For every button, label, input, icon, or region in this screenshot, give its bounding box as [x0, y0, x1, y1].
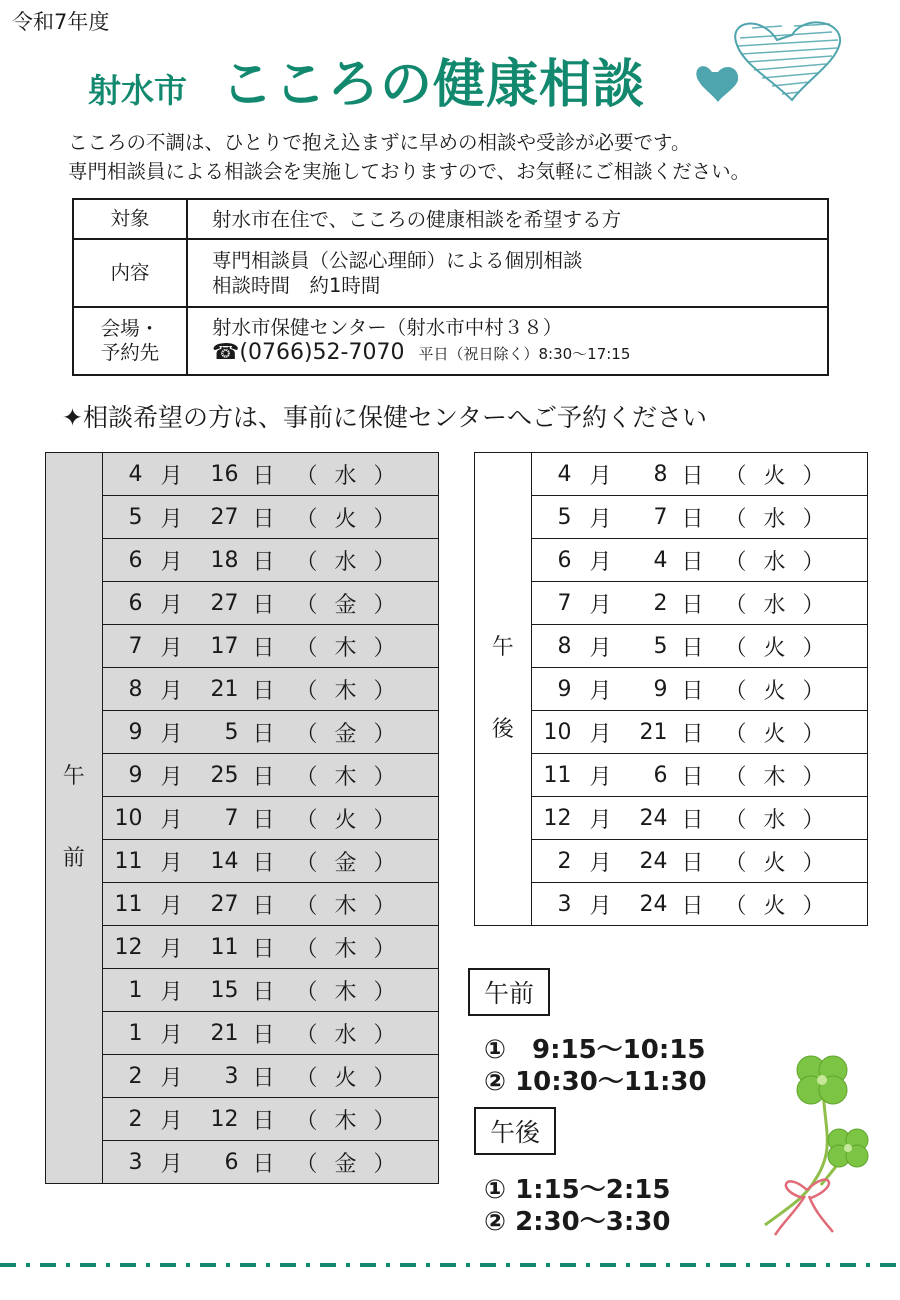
- pm-date-row: [475, 539, 868, 582]
- day: 7: [653, 504, 668, 530]
- month: 8: [557, 633, 572, 659]
- venue-address: 射水市保健センター（射水市中村３８）: [212, 316, 563, 339]
- am-date-cell: [102, 582, 439, 625]
- am-date-row: [46, 711, 439, 754]
- paren-open: （: [295, 893, 318, 919]
- day: 24: [639, 848, 668, 874]
- paren-close: ）: [373, 1151, 396, 1177]
- day: 24: [639, 805, 668, 831]
- paren-open: （: [724, 592, 747, 618]
- paren-open: （: [724, 721, 747, 747]
- weekday: 木: [334, 893, 357, 919]
- month-unit: 月: [160, 1022, 183, 1048]
- weekday: 水: [763, 807, 786, 833]
- month: 11: [114, 848, 143, 874]
- am-date-row: [46, 797, 439, 840]
- paren-open: （: [295, 506, 318, 532]
- pm-date-cell: [531, 754, 868, 797]
- month-unit: 月: [589, 463, 612, 489]
- day-unit: 日: [681, 549, 704, 575]
- month-unit: 月: [160, 850, 183, 876]
- morning-slot-1: ① 9:15～10:15: [484, 1035, 706, 1065]
- day-unit: 日: [252, 1065, 275, 1091]
- paren-close: ）: [373, 678, 396, 704]
- paren-close: ）: [373, 1108, 396, 1134]
- am-date-row: [46, 1012, 439, 1055]
- paren-close: ）: [373, 764, 396, 790]
- weekday: 火: [334, 506, 357, 532]
- month: 11: [114, 891, 143, 917]
- pm-date-cell: [531, 797, 868, 840]
- am-date-row: [46, 840, 439, 883]
- am-date-cell: [102, 926, 439, 969]
- day: 8: [653, 461, 668, 487]
- day-unit: 日: [252, 1108, 275, 1134]
- month-unit: 月: [160, 979, 183, 1005]
- month: 5: [557, 504, 572, 530]
- intro-line-1: こころの不調は、ひとりで抱え込まずに早めの相談や受診が必要です。: [68, 131, 691, 154]
- month: 3: [557, 891, 572, 917]
- venue-label-line-1: 会場・: [100, 317, 160, 340]
- day: 16: [210, 461, 239, 487]
- target-label: 対象: [73, 199, 187, 239]
- am-date-cell: [102, 797, 439, 840]
- weekday: 水: [334, 1022, 357, 1048]
- paren-close: ）: [373, 807, 396, 833]
- month: 8: [128, 676, 143, 702]
- month-unit: 月: [160, 807, 183, 833]
- pm-date-row: [475, 711, 868, 754]
- paren-open: （: [295, 1065, 318, 1091]
- day: 21: [210, 676, 239, 702]
- month-unit: 月: [589, 592, 612, 618]
- month: 9: [557, 676, 572, 702]
- month-unit: 月: [589, 549, 612, 575]
- day: 18: [210, 547, 239, 573]
- pm-date-cell: [531, 668, 868, 711]
- day: 24: [639, 891, 668, 917]
- day-unit: 日: [252, 979, 275, 1005]
- weekday: 木: [334, 1108, 357, 1134]
- am-date-cell: [102, 1055, 439, 1098]
- month: 3: [128, 1149, 143, 1175]
- weekday: 木: [334, 979, 357, 1005]
- month: 4: [128, 461, 143, 487]
- month-unit: 月: [160, 936, 183, 962]
- am-date-row: [46, 582, 439, 625]
- pm-date-cell: [531, 840, 868, 883]
- am-date-row: [46, 453, 439, 496]
- afternoon-schedule-table: [474, 452, 868, 926]
- day: 2: [653, 590, 668, 616]
- clover-icon: [745, 1040, 885, 1240]
- month-unit: 月: [589, 721, 612, 747]
- month: 2: [128, 1106, 143, 1132]
- day-unit: 日: [681, 506, 704, 532]
- day: 11: [210, 934, 239, 960]
- paren-open: （: [295, 1108, 318, 1134]
- am-date-cell: [102, 668, 439, 711]
- day: 5: [224, 719, 239, 745]
- day-unit: 日: [252, 1151, 275, 1177]
- am-date-row: [46, 926, 439, 969]
- month-unit: 月: [589, 678, 612, 704]
- weekday: 水: [334, 549, 357, 575]
- paren-open: （: [295, 850, 318, 876]
- weekday: 木: [334, 764, 357, 790]
- info-table: [72, 198, 829, 376]
- fiscal-year: 令和7年度: [12, 10, 110, 34]
- paren-open: （: [295, 592, 318, 618]
- pm-period-label-char-2: 後: [491, 717, 514, 742]
- title-row: [88, 42, 646, 115]
- day-unit: 日: [252, 764, 275, 790]
- paren-close: ）: [802, 506, 825, 532]
- dash-dot-divider: [0, 1262, 900, 1268]
- month-unit: 月: [160, 1151, 183, 1177]
- paren-open: （: [295, 549, 318, 575]
- pm-date-cell: [531, 625, 868, 668]
- paren-close: ）: [802, 592, 825, 618]
- month-unit: 月: [160, 1108, 183, 1134]
- am-date-cell: [102, 539, 439, 582]
- month-unit: 月: [160, 506, 183, 532]
- weekday: 金: [334, 592, 357, 618]
- month: 12: [543, 805, 572, 831]
- day-unit: 日: [252, 549, 275, 575]
- paren-open: （: [295, 979, 318, 1005]
- day: 9: [653, 676, 668, 702]
- pm-date-cell: [531, 539, 868, 582]
- paren-open: （: [724, 635, 747, 661]
- weekday: 金: [334, 1151, 357, 1177]
- day: 17: [210, 633, 239, 659]
- month-unit: 月: [160, 893, 183, 919]
- month-unit: 月: [160, 721, 183, 747]
- am-date-cell: [102, 883, 439, 926]
- pm-date-row: [475, 754, 868, 797]
- paren-open: （: [724, 549, 747, 575]
- month: 1: [128, 1020, 143, 1046]
- reservation-notice: ✦相談希望の方は、事前に保健センターへご予約ください: [62, 403, 707, 432]
- paren-close: ）: [373, 463, 396, 489]
- day: 25: [210, 762, 239, 788]
- intro-text: [68, 128, 750, 186]
- day: 4: [653, 547, 668, 573]
- month: 9: [128, 762, 143, 788]
- day-unit: 日: [252, 807, 275, 833]
- phone-icon: ☎: [212, 340, 240, 365]
- day-unit: 日: [681, 592, 704, 618]
- day: 3: [224, 1063, 239, 1089]
- am-date-row: [46, 969, 439, 1012]
- pm-date-cell: [531, 883, 868, 926]
- day-unit: 日: [252, 1022, 275, 1048]
- month: 4: [557, 461, 572, 487]
- day-unit: 日: [252, 463, 275, 489]
- month-unit: 月: [160, 592, 183, 618]
- paren-close: ）: [802, 764, 825, 790]
- month-unit: 月: [160, 635, 183, 661]
- weekday: 火: [763, 678, 786, 704]
- weekday: 金: [334, 850, 357, 876]
- paren-close: ）: [802, 850, 825, 876]
- am-date-row: [46, 625, 439, 668]
- month: 11: [543, 762, 572, 788]
- month-unit: 月: [589, 506, 612, 532]
- day-unit: 日: [252, 506, 275, 532]
- pm-period-label-char-1: 午: [491, 635, 514, 660]
- weekday: 火: [763, 635, 786, 661]
- day-unit: 日: [252, 721, 275, 747]
- am-date-cell: [102, 1098, 439, 1141]
- month-unit: 月: [589, 807, 612, 833]
- day-unit: 日: [681, 764, 704, 790]
- weekday: 火: [334, 807, 357, 833]
- pm-date-row: [475, 883, 868, 926]
- paren-close: ）: [373, 1022, 396, 1048]
- weekday: 火: [763, 893, 786, 919]
- day: 6: [653, 762, 668, 788]
- month: 2: [128, 1063, 143, 1089]
- day-unit: 日: [681, 463, 704, 489]
- weekday: 木: [763, 764, 786, 790]
- month: 7: [128, 633, 143, 659]
- day-unit: 日: [252, 850, 275, 876]
- content-value: [187, 239, 828, 307]
- day-unit: 日: [681, 721, 704, 747]
- month: 5: [128, 504, 143, 530]
- paren-close: ）: [373, 979, 396, 1005]
- month: 6: [557, 547, 572, 573]
- day-unit: 日: [252, 592, 275, 618]
- paren-open: （: [295, 635, 318, 661]
- am-date-row: [46, 668, 439, 711]
- day: 27: [210, 504, 239, 530]
- day-unit: 日: [252, 893, 275, 919]
- day: 5: [653, 633, 668, 659]
- paren-close: ）: [802, 721, 825, 747]
- intro-line-2: 専門相談員による相談会を実施しておりますので、お気軽にご相談ください。: [68, 160, 751, 183]
- am-date-cell: [102, 754, 439, 797]
- pm-date-cell: [531, 453, 868, 496]
- paren-close: ）: [802, 549, 825, 575]
- pm-date-row: [475, 453, 868, 496]
- month-unit: 月: [160, 678, 183, 704]
- weekday: 火: [763, 721, 786, 747]
- paren-close: ）: [373, 893, 396, 919]
- content-line-2: 相談時間 約1時間: [212, 274, 381, 297]
- paren-close: ）: [373, 635, 396, 661]
- day-unit: 日: [252, 678, 275, 704]
- paren-close: ）: [802, 635, 825, 661]
- paren-close: ）: [373, 936, 396, 962]
- pm-date-row: [475, 625, 868, 668]
- info-row-venue: [73, 307, 828, 375]
- am-date-row: [46, 1098, 439, 1141]
- morning-schedule-table: [45, 452, 439, 1184]
- weekday: 木: [334, 635, 357, 661]
- day-unit: 日: [681, 893, 704, 919]
- pm-date-cell: [531, 582, 868, 625]
- month-unit: 月: [160, 549, 183, 575]
- am-period-label-char-2: 前: [62, 846, 85, 871]
- paren-close: ）: [802, 807, 825, 833]
- weekday: 火: [763, 463, 786, 489]
- pm-date-cell: [531, 496, 868, 539]
- paren-close: ）: [373, 592, 396, 618]
- paren-open: （: [295, 1151, 318, 1177]
- city-name: 射水市: [88, 71, 187, 110]
- am-date-cell: [102, 1012, 439, 1055]
- afternoon-times: [484, 1174, 670, 1238]
- weekday: 火: [334, 1065, 357, 1091]
- month: 1: [128, 977, 143, 1003]
- am-date-row: [46, 754, 439, 797]
- paren-open: （: [724, 807, 747, 833]
- afternoon-slot-1: ① 1:15～2:15: [484, 1175, 671, 1205]
- info-row-content: [73, 239, 828, 307]
- am-date-row: [46, 1141, 439, 1184]
- pm-date-row: [475, 496, 868, 539]
- month-unit: 月: [589, 893, 612, 919]
- weekday: 水: [334, 463, 357, 489]
- paren-open: （: [295, 721, 318, 747]
- am-date-cell: [102, 625, 439, 668]
- month: 12: [114, 934, 143, 960]
- day-unit: 日: [681, 807, 704, 833]
- month: 6: [128, 547, 143, 573]
- paren-close: ）: [802, 893, 825, 919]
- paren-open: （: [724, 764, 747, 790]
- am-date-cell: [102, 840, 439, 883]
- venue-label-line-2: 予約先: [100, 341, 160, 364]
- paren-open: （: [295, 678, 318, 704]
- venue-contact: [212, 340, 827, 367]
- pm-date-row: [475, 840, 868, 883]
- am-date-cell: [102, 453, 439, 496]
- pm-date-row: [475, 668, 868, 711]
- morning-times-label: 午前: [468, 968, 550, 1016]
- pm-date-cell: [531, 711, 868, 754]
- paren-open: （: [295, 1022, 318, 1048]
- paren-open: （: [724, 463, 747, 489]
- paren-open: （: [724, 506, 747, 532]
- paren-open: （: [295, 764, 318, 790]
- weekday: 金: [334, 721, 357, 747]
- am-date-row: [46, 496, 439, 539]
- paren-close: ）: [373, 506, 396, 532]
- morning-times: [484, 1034, 707, 1098]
- am-date-cell: [102, 496, 439, 539]
- month: 7: [557, 590, 572, 616]
- paren-close: ）: [373, 721, 396, 747]
- target-value: 射水市在住で、こころの健康相談を希望する方: [187, 199, 828, 239]
- day-unit: 日: [681, 635, 704, 661]
- day: 21: [210, 1020, 239, 1046]
- paren-open: （: [295, 936, 318, 962]
- month: 6: [128, 590, 143, 616]
- month-unit: 月: [160, 1065, 183, 1091]
- day-unit: 日: [252, 635, 275, 661]
- month-unit: 月: [589, 764, 612, 790]
- paren-open: （: [724, 893, 747, 919]
- hearts-icon: [692, 10, 842, 110]
- pm-period-label: [475, 453, 532, 926]
- paren-close: ）: [802, 678, 825, 704]
- info-row-target: [73, 199, 828, 239]
- day: 6: [224, 1149, 239, 1175]
- am-period-label: [46, 453, 103, 1184]
- content-line-1: 専門相談員（公認心理師）による個別相談: [212, 249, 583, 272]
- weekday: 水: [763, 506, 786, 532]
- month-unit: 月: [589, 850, 612, 876]
- content-label: 内容: [73, 239, 187, 307]
- am-date-cell: [102, 1141, 439, 1184]
- month: 10: [543, 719, 572, 745]
- afternoon-slot-2: ② 2:30～3:30: [484, 1207, 671, 1237]
- am-date-cell: [102, 711, 439, 754]
- morning-slot-2: ② 10:30～11:30: [484, 1067, 707, 1097]
- day: 15: [210, 977, 239, 1003]
- office-hours: 平日（祝日除く）8:30～17:15: [418, 345, 631, 363]
- paren-close: ）: [802, 463, 825, 489]
- page-title: こころの健康相談: [221, 55, 646, 115]
- pm-date-row: [475, 582, 868, 625]
- venue-label: [73, 307, 187, 375]
- month-unit: 月: [160, 764, 183, 790]
- month-unit: 月: [160, 463, 183, 489]
- day-unit: 日: [681, 850, 704, 876]
- afternoon-times-label: 午後: [474, 1107, 556, 1155]
- paren-open: （: [724, 850, 747, 876]
- day: 12: [210, 1106, 239, 1132]
- pm-date-row: [475, 797, 868, 840]
- month: 9: [128, 719, 143, 745]
- weekday: 木: [334, 936, 357, 962]
- day: 21: [639, 719, 668, 745]
- month-unit: 月: [589, 635, 612, 661]
- day: 14: [210, 848, 239, 874]
- paren-close: ）: [373, 1065, 396, 1091]
- weekday: 水: [763, 549, 786, 575]
- paren-open: （: [724, 678, 747, 704]
- am-date-cell: [102, 969, 439, 1012]
- am-date-row: [46, 883, 439, 926]
- paren-close: ）: [373, 850, 396, 876]
- paren-open: （: [295, 807, 318, 833]
- month: 10: [114, 805, 143, 831]
- day: 27: [210, 590, 239, 616]
- paren-open: （: [295, 463, 318, 489]
- day-unit: 日: [681, 678, 704, 704]
- phone-number: (0766)52-7070: [239, 340, 405, 365]
- weekday: 火: [763, 850, 786, 876]
- paren-close: ）: [373, 549, 396, 575]
- venue-value: [187, 307, 828, 375]
- day: 27: [210, 891, 239, 917]
- month: 2: [557, 848, 572, 874]
- am-date-row: [46, 1055, 439, 1098]
- day: 7: [224, 805, 239, 831]
- weekday: 木: [334, 678, 357, 704]
- am-period-label-char-1: 午: [62, 764, 85, 789]
- am-date-row: [46, 539, 439, 582]
- weekday: 水: [763, 592, 786, 618]
- day-unit: 日: [252, 936, 275, 962]
